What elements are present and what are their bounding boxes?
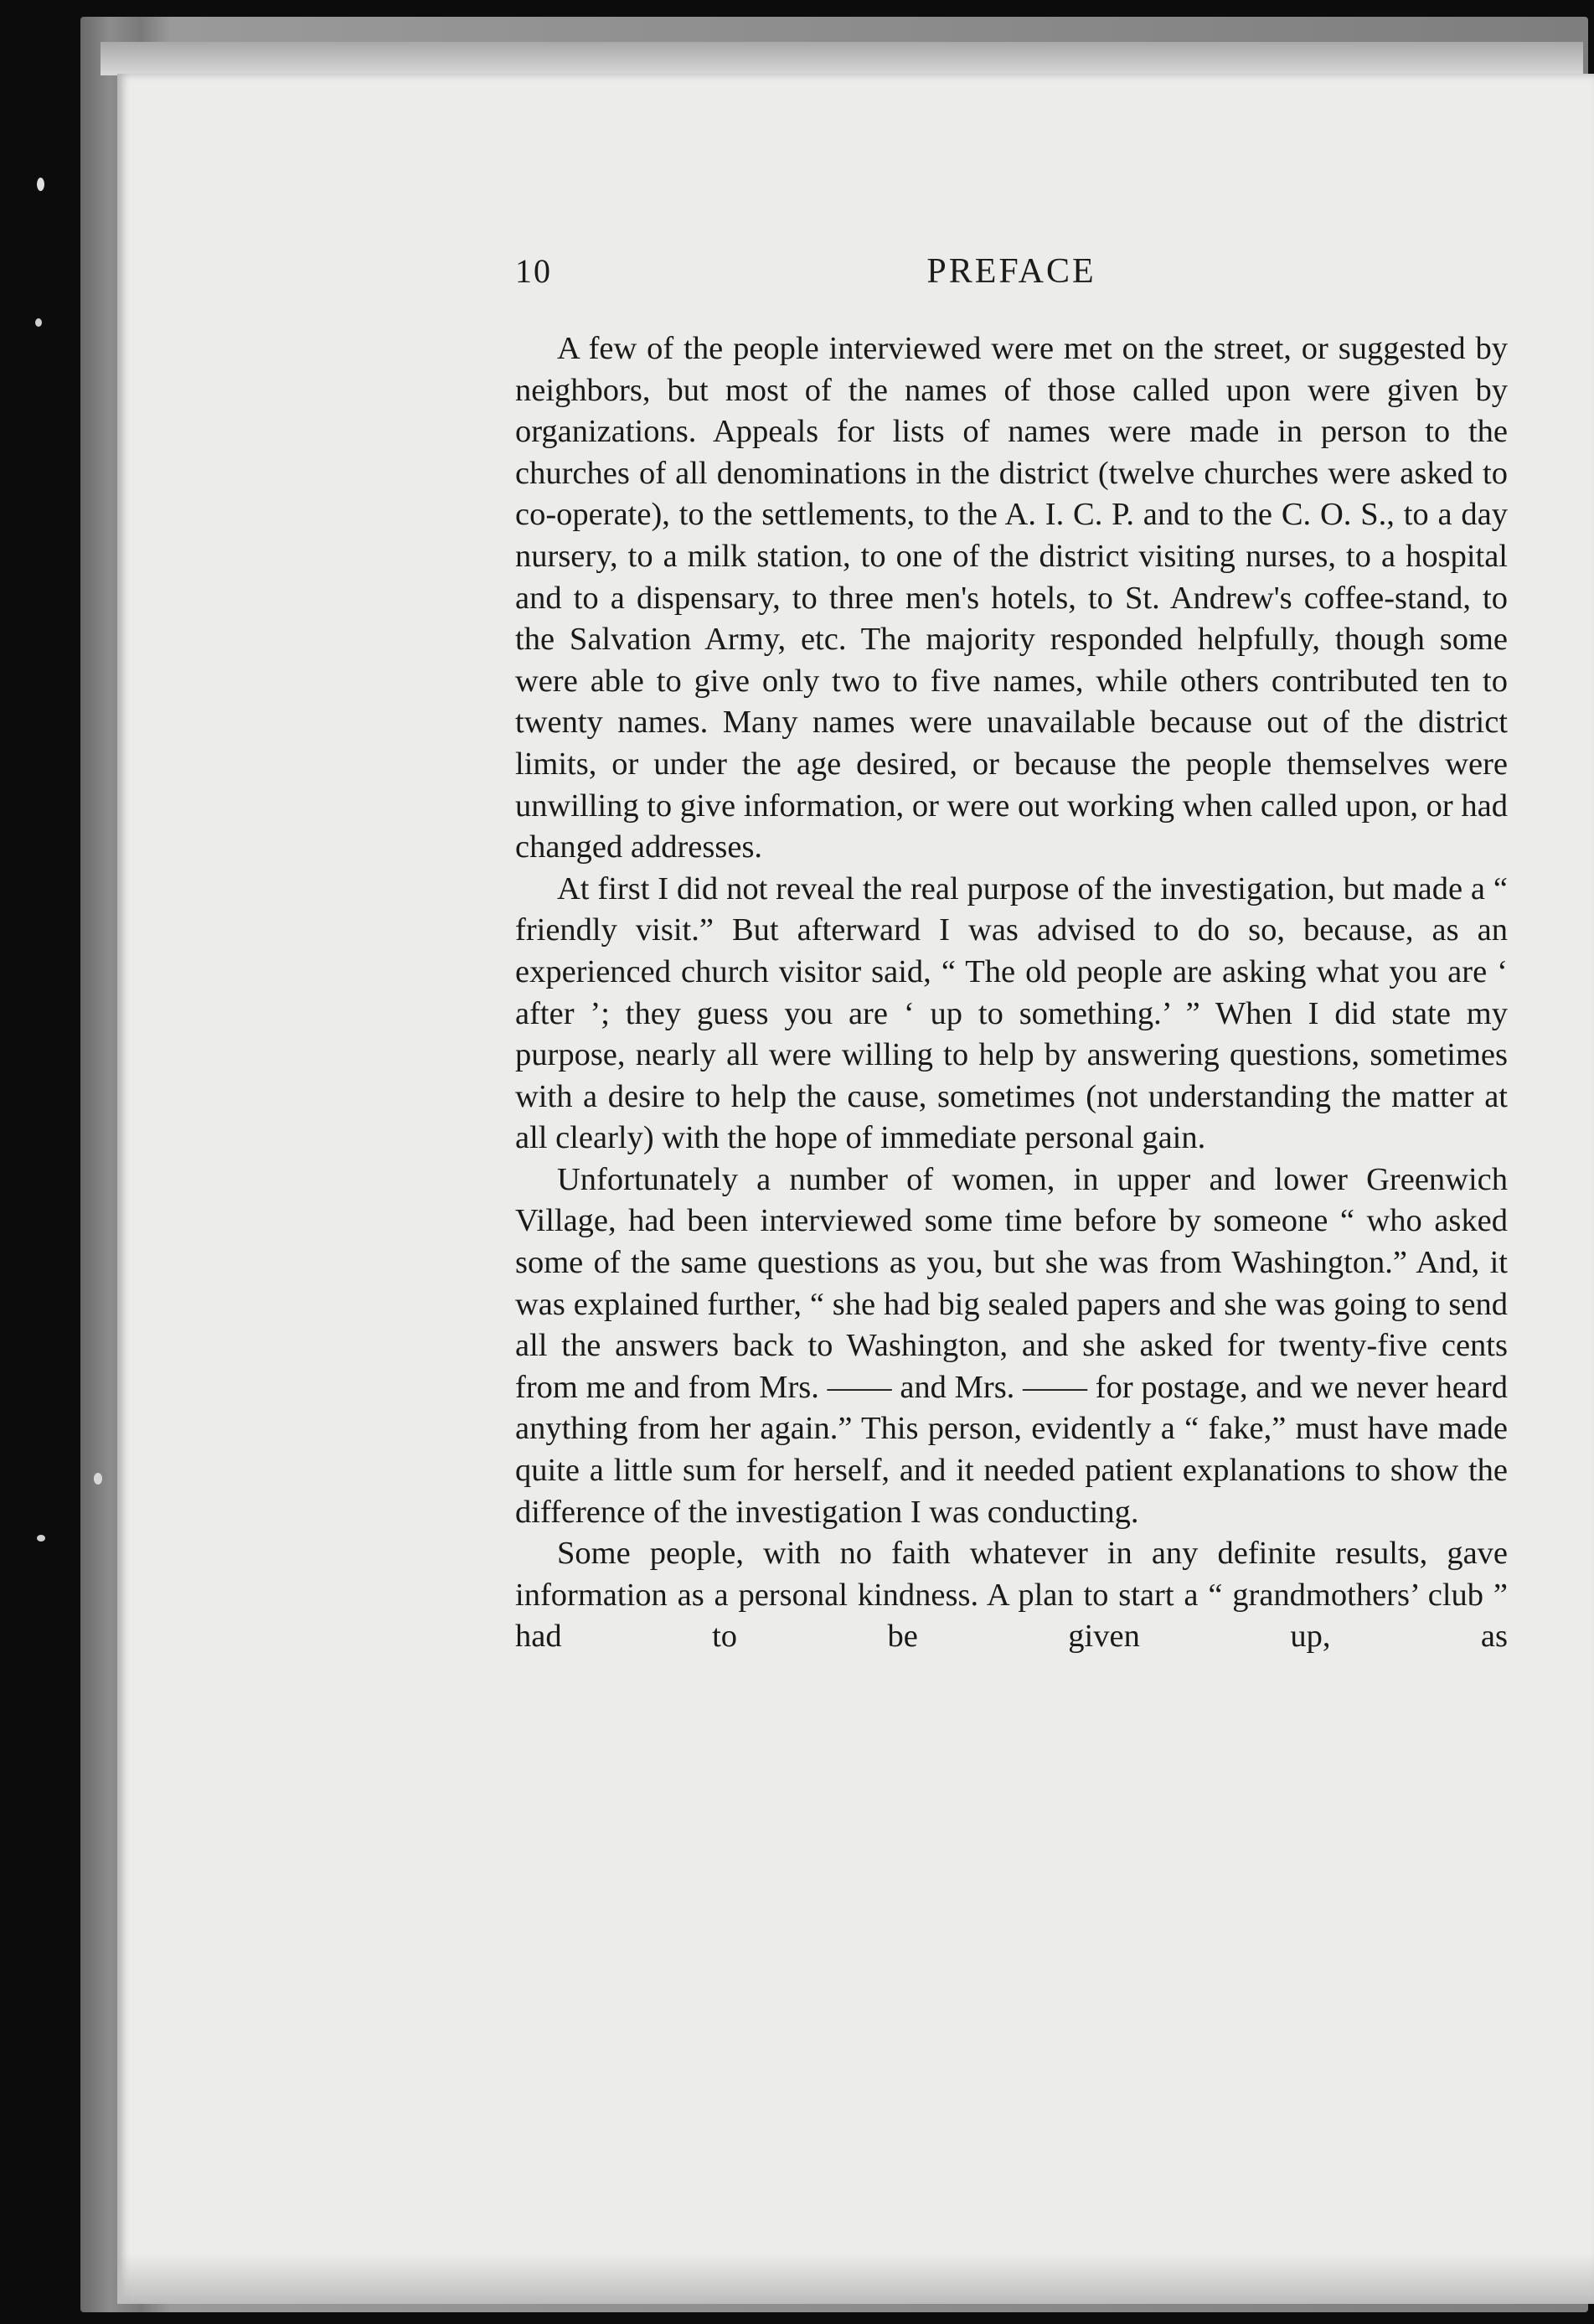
- paragraph: At first I did not reveal the real purpose of the investigation, but made a “ friendly visit.” But afterward I was advised to do so, because, as an experienced church visitor said, “ The old people are asking what you are ‘ after ’; they guess you are ‘ up to something.’ ” When I did state my purpose, nearly all were willing to help by answering questions, sometimes with a desire to help the cause, sometimes (not understanding the matter at all clearly) with the hope of immediate personal gain.: [515, 870, 1508, 1156]
- body-text: [515, 328, 1508, 1658]
- page-header: [515, 251, 1508, 302]
- page-number: 10: [515, 252, 552, 290]
- paragraph: Some people, with no faith whatever in any definite results, gave information as a personal kindness. A plan to start a “ grandmothers’ club ” had to be given up, as: [515, 1536, 1508, 1655]
- paragraph: Unfortunately a number of women, in upper and lower Greenwich Village, had been interviewed some time before by someone “ who asked some of the same questions as you, but she was from Washington.” And, it was explained further, “ she had big sealed papers and she was going to send all the answers back to Washington, and she asked for twenty-five cents from me and from Mrs. —— and Mrs. —— for postage, and we never heard anything from her again.” This person, evidently a “ fake,” must have made quite a little sum for herself, and it needed patient explanations to show the difference of the investigation I was conducting.: [515, 1161, 1508, 1530]
- scan-speck: [37, 178, 44, 191]
- paragraph: A few of the people interviewed were met on the street, or suggested by neighbors, but most of the names of those called upon were given by organizations. Appeals for lists of names were made in person to the churches of all denominations in the district (twelve churches were asked to co-operate), to the settlements, to the A. I. C. P. and to the C. O. S., to a day nursery, to a milk station, to one of the district visiting nurses, to a hospital and to a dispensary, to three men's hotels, to St. Andrew's coffee-stand, to the Salvation Army, etc. The majority responded helpfully, though some were able to give only two to five names, while others contributed ten to twenty names. Many names were unavailable because out of the district limits, or under the age desired, or because the people themselves were unwilling to give information, or were out working when called upon, or had changed addresses.: [515, 331, 1508, 865]
- scan-speck: [94, 1473, 102, 1485]
- page-bottom-shadow: [117, 2254, 1594, 2304]
- running-head: PREFACE: [926, 252, 1096, 291]
- page-top-edge: [101, 42, 1583, 75]
- scan-speck: [35, 318, 42, 327]
- scan-speck: [37, 1535, 45, 1542]
